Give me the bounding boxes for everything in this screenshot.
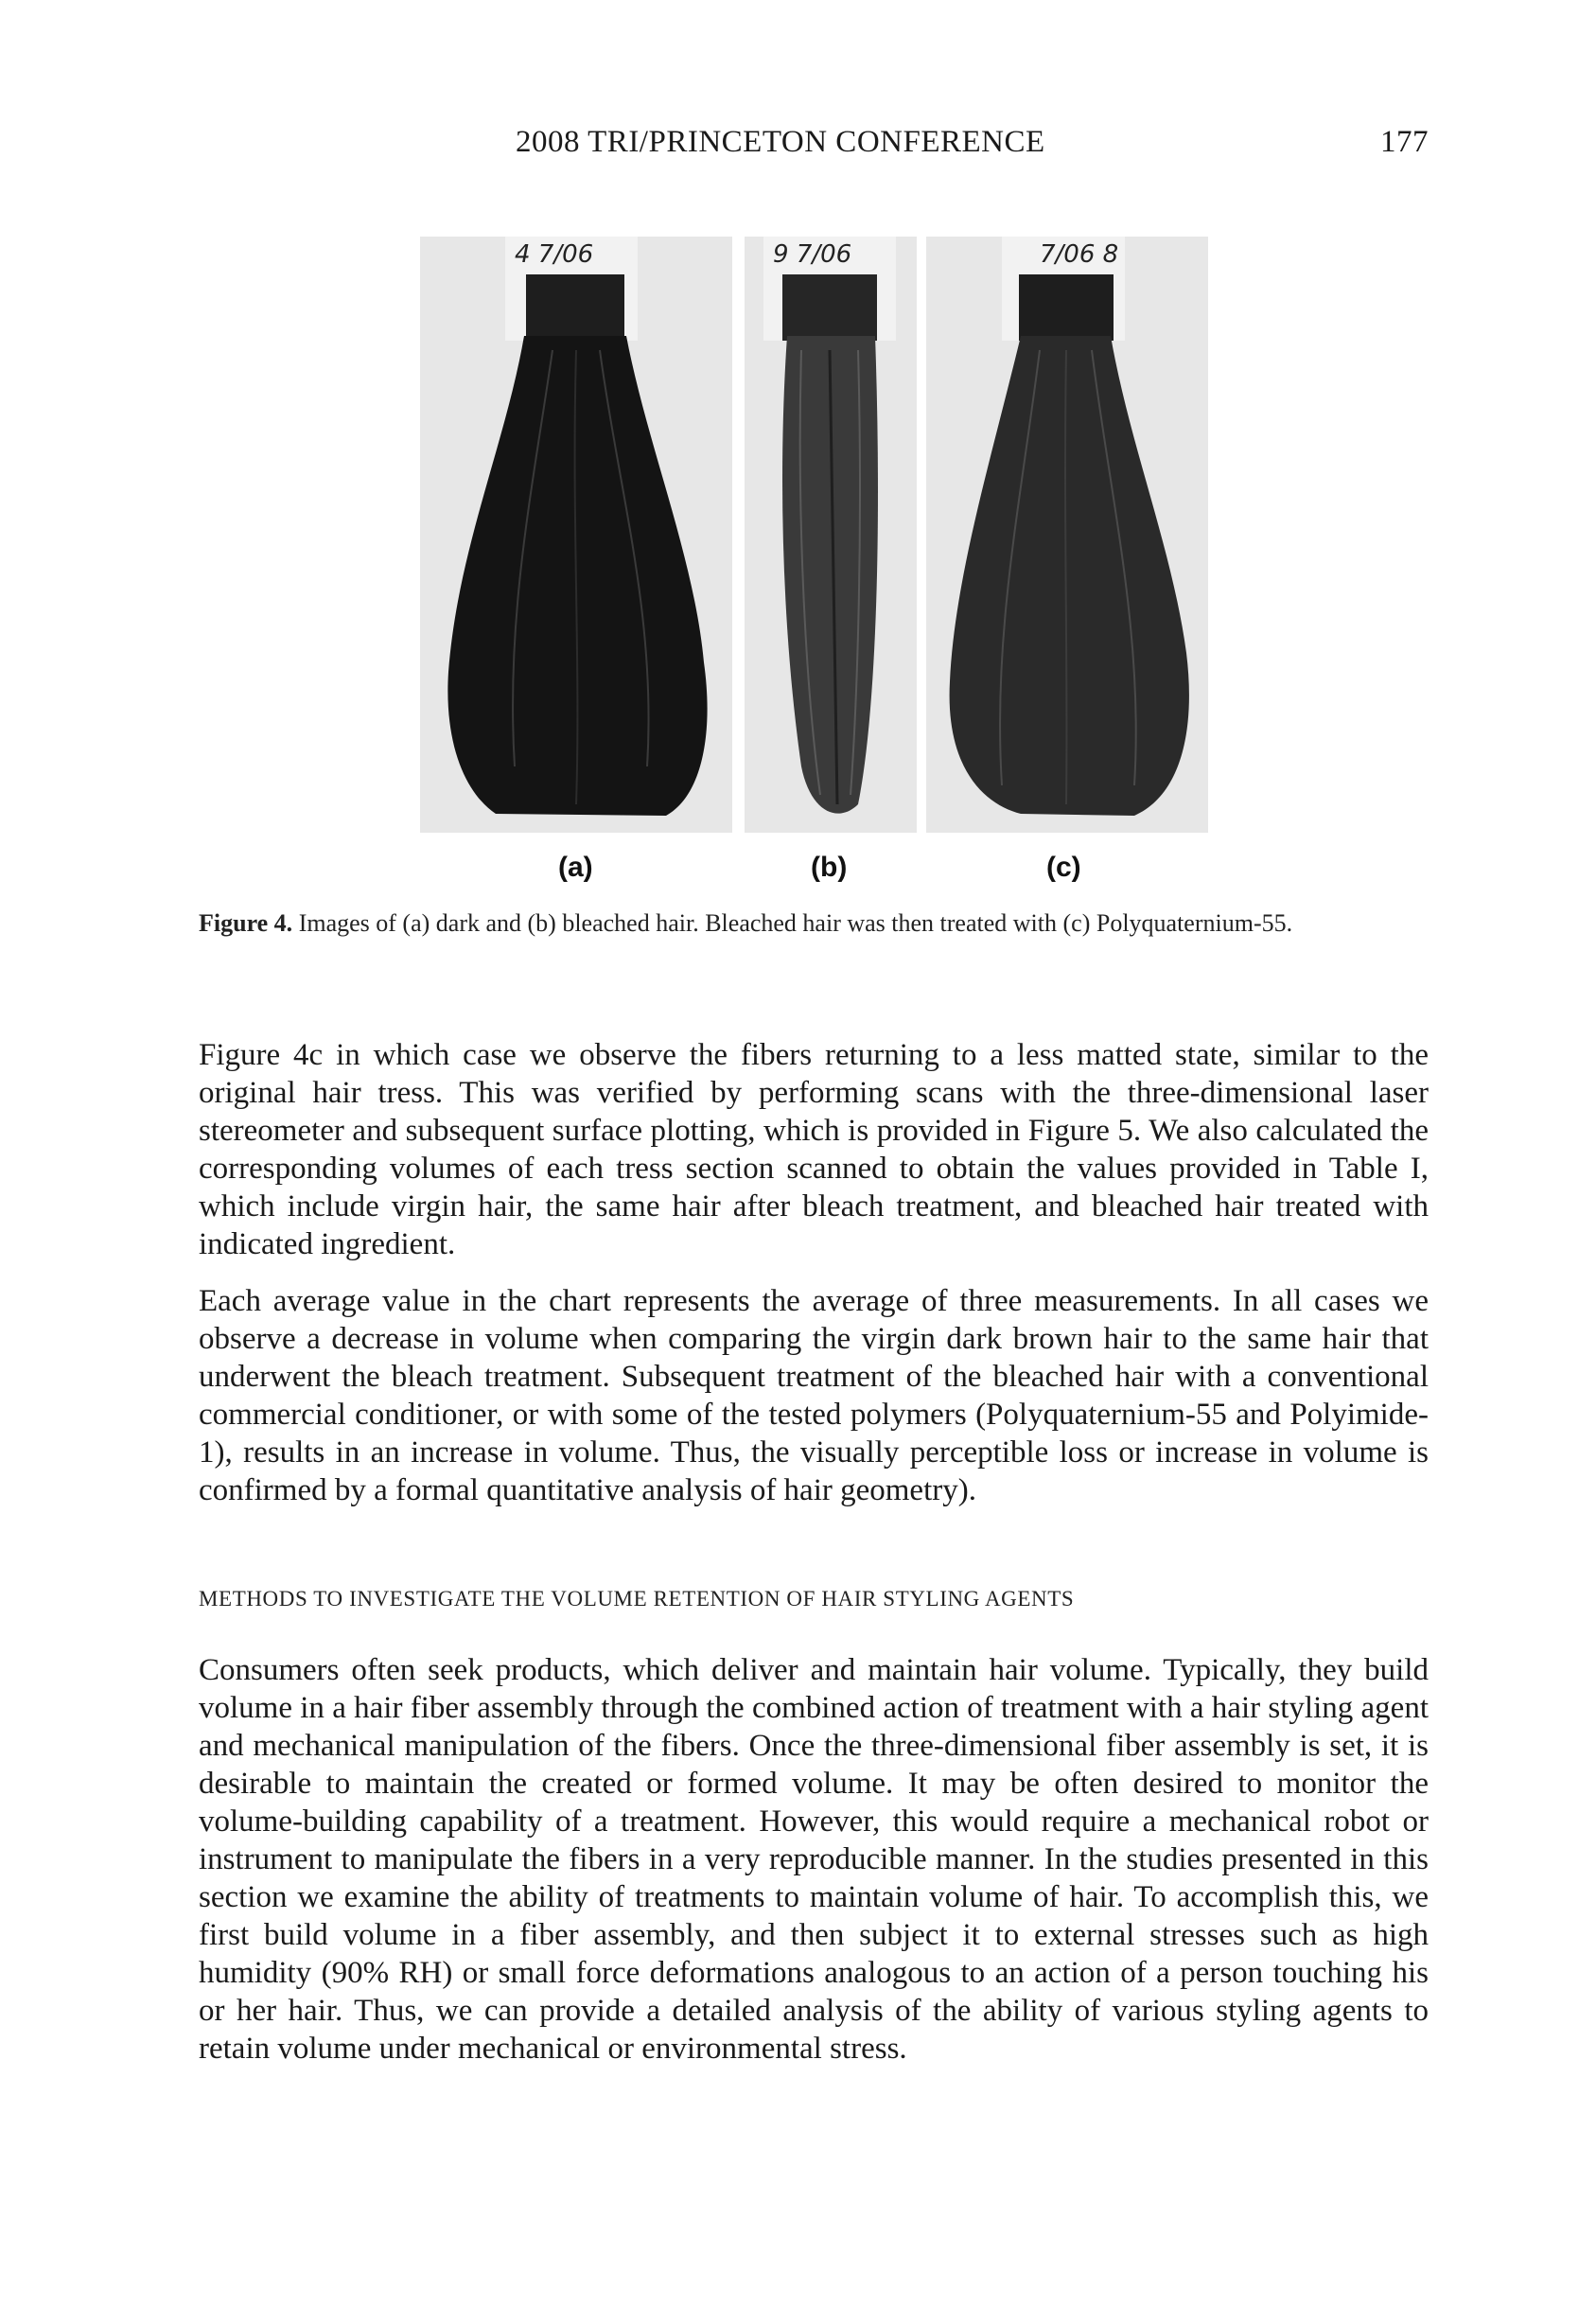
page-number: 177	[1380, 125, 1429, 159]
hair-tress-image-b	[745, 237, 917, 833]
figure-caption-label: Figure 4.	[199, 909, 293, 937]
figure-4	[0, 237, 1596, 842]
running-header	[199, 125, 1429, 172]
body-paragraph-3: Consumers often seek products, which deliver and maintain hair volume. Typically, they build volume in a hair fiber assembly through the combined action of treatment with a hair styling agent and mechanical manipulation of the fibers. Once the three-dimensional fiber assembly is set, it is desirable to maintain the created or formed volume. It may be often desired to monitor the volume-building capability of a treatment. However, this would require a mechanical robot or instrument to manipulate the fibers in a very reproducible manner. In the studies presented in this section we examine the ability of treatments to maintain volume of hair. To accomplish this, we first build volume in a fiber assembly, and then subject it to external stresses such as high humidity (90% RH) or small force deformations analogous to an action of a person touching his or her hair. Thus, we can provide a detailed analysis of the ability of various styling agents to retain volume under mechanical or environmental stress.	[199, 1653, 1429, 2066]
tress-a-handwritten-label: 4 7/06	[515, 240, 594, 269]
hair-tress-image-c	[926, 237, 1208, 833]
tress-b-handwritten-label: 9 7/06	[773, 240, 852, 269]
body-paragraph-2: Each average value in the chart represents the average of three measurements. In all cases we observe a decrease in volume when comparing the virgin dark brown hair to the same hair that underwent the bleach treatment. Subsequent treatment of the bleached hair with a conventional commercial conditioner, or with some of the tested polymers (Polyquaternium-55 and Polyimide-1), results in an increase in volume. Thus, the visually perceptible loss or increase in volume is confirmed by a formal quantitative analysis of hair geometry).	[199, 1284, 1429, 1507]
tress-c-handwritten-label: 7/06 8	[1040, 240, 1119, 269]
figure-caption	[199, 907, 1410, 941]
panel-label-c: (c)	[1046, 852, 1081, 883]
figure-caption-text: Images of (a) dark and (b) bleached hair. Bleached hair was then treated with (c) Polyquaternium-55.	[298, 909, 1293, 937]
panel-label-a: (a)	[558, 852, 593, 883]
hair-tress-image-a	[420, 237, 732, 833]
panel-label-b: (b)	[811, 852, 848, 883]
conference-title: 2008 TRI/PRINCETON CONFERENCE	[516, 125, 1045, 159]
section-heading: METHODS TO INVESTIGATE THE VOLUME RETENTION OF HAIR STYLING AGENTS	[199, 1587, 1075, 1611]
body-paragraph-1: Figure 4c in which case we observe the fibers returning to a less matted state, similar to the original hair tress. This was verified by performing scans with the three-dimensional laser stereometer and subsequent surface plotting, which is provided in Figure 5. We also calculated the corresponding volumes of each tress section scanned to obtain the values provided in Table I, which include virgin hair, the same hair after bleach treatment, and bleached hair treated with indicated ingredient.	[199, 1038, 1429, 1261]
